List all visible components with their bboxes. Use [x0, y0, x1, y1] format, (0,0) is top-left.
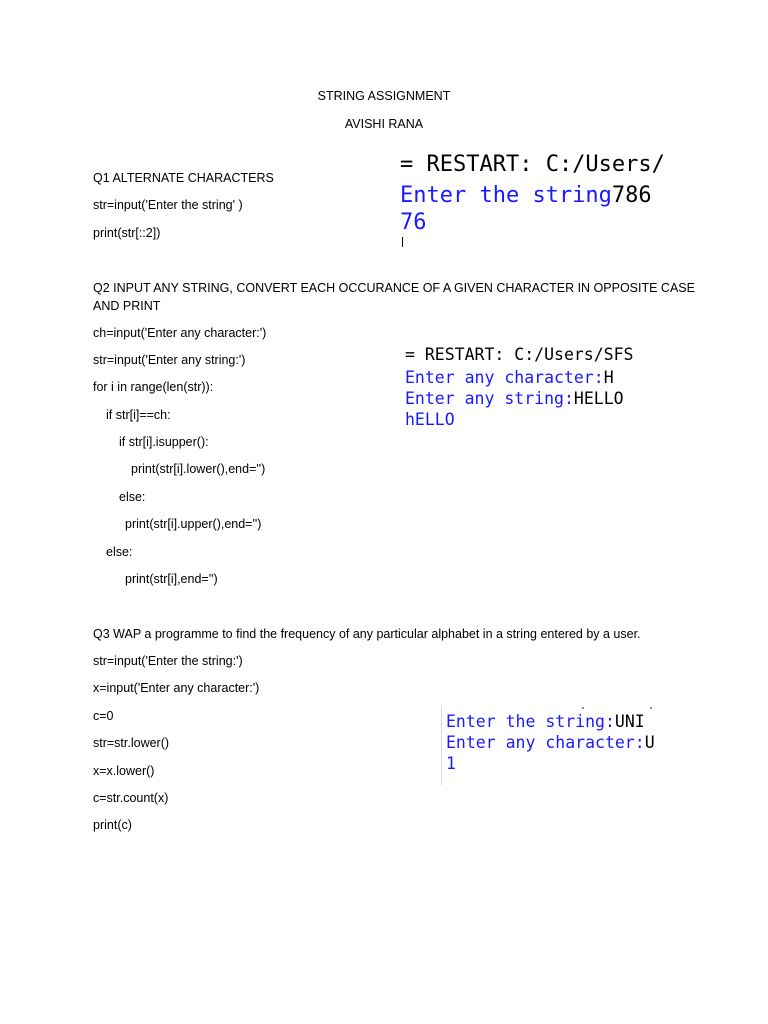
q2-prompt-2: Enter any string: [405, 389, 574, 408]
q1-restart-line: = RESTART: C:/Users/ [400, 152, 665, 177]
q2-code-line: ch=input('Enter any character:') [93, 326, 267, 340]
q2-output-line-3: hELLO [405, 410, 455, 429]
q2-code-line: for i in range(len(str)): [93, 380, 214, 394]
q2-output-line-2 [405, 388, 624, 409]
q3-code-line: print(c) [93, 818, 132, 832]
cropped-text-remnant [650, 707, 652, 709]
q3-output-line-2 [446, 732, 655, 753]
document-title: STRING ASSIGNMENT [317, 89, 451, 103]
q2-output-screenshot [405, 345, 665, 433]
author-name: AVISHI RANA [344, 117, 424, 131]
q1-output-screenshot [400, 152, 680, 250]
q3-code-line: c=0 [93, 709, 114, 723]
q3-heading: Q3 WAP a programme to find the frequency of any particular alphabet in a string entered by a user. [93, 627, 641, 641]
q1-heading: Q1 ALTERNATE CHARACTERS [93, 171, 274, 185]
q2-code-line: print(str[i],end='') [125, 572, 218, 586]
q2-code-line: else: [119, 490, 146, 504]
q1-prompt: Enter the string [400, 183, 612, 208]
q3-output-line-3: 1 [446, 754, 456, 773]
q3-prompt-2: Enter any character: [446, 733, 645, 752]
q1-code-line: str=input('Enter the string' ) [93, 198, 243, 212]
q3-input-1: UNI [614, 712, 645, 731]
q2-input-2: HELLO [573, 389, 624, 408]
q3-code-line: x=x.lower() [93, 764, 155, 778]
text-cursor [402, 237, 403, 247]
q2-input-1: H [603, 368, 614, 387]
q1-output-line-1 [400, 182, 652, 210]
q2-code-line: else: [106, 545, 133, 559]
q2-code-line: if str[i]==ch: [106, 408, 171, 422]
q3-code-line: c=str.count(x) [93, 791, 169, 805]
q1-input: 786 [611, 183, 652, 208]
q2-heading: Q2 INPUT ANY STRING, CONVERT EACH OCCURANCE OF A GIVEN CHARACTER IN OPPOSITE CASE [93, 281, 695, 295]
q1-output-line-2: 76 [400, 210, 427, 235]
q2-code-line: print(str[i].lower(),end='') [131, 462, 266, 476]
q2-heading: AND PRINT [93, 299, 161, 313]
cropped-text-remnant [582, 707, 584, 709]
q2-code-line: if str[i].isupper(): [119, 435, 209, 449]
q2-restart-line: = RESTART: C:/Users/SFS [405, 345, 634, 364]
q3-code-line: x=input('Enter any character:') [93, 681, 260, 695]
q2-code-line: print(str[i].upper(),end='') [125, 517, 262, 531]
q3-code-line: str=input('Enter the string:') [93, 654, 243, 668]
q3-output-screenshot [441, 707, 678, 785]
q3-prompt-1: Enter the string: [446, 712, 615, 731]
q3-code-line: str=str.lower() [93, 736, 170, 750]
q2-output-line-1 [405, 367, 614, 388]
q3-output-line-1 [446, 711, 645, 732]
q2-code-line: str=input('Enter any string:') [93, 353, 246, 367]
q1-code-line: print(str[::2]) [93, 226, 161, 240]
q3-input-2: U [644, 733, 655, 752]
q2-prompt-1: Enter any character: [405, 368, 604, 387]
